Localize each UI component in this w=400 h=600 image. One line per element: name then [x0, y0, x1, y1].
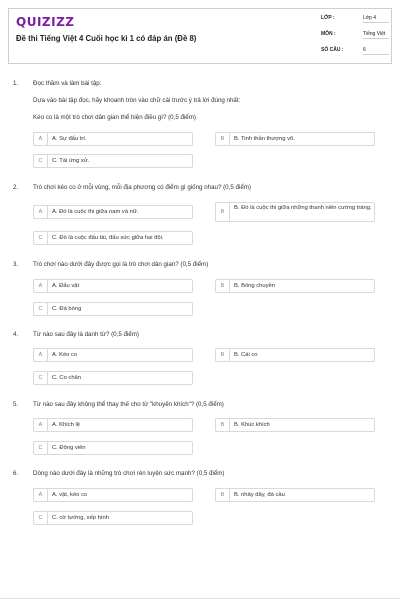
meta-label: LỚP : — [321, 15, 335, 21]
answer-option-b[interactable] — [215, 418, 375, 432]
option-text: A. Kéo co — [52, 352, 78, 358]
question-number: 6. — [13, 470, 19, 477]
answer-option-a[interactable] — [33, 418, 193, 432]
answer-option-c[interactable] — [33, 154, 193, 168]
option-text: B. nhảy dây, đá cầu — [234, 492, 285, 498]
option-letter: C — [34, 303, 48, 315]
meta-label: SỐ CÂU : — [321, 47, 344, 53]
option-text: B. Đó là cuộc thi giữa những thanh niên cường tráng. — [234, 205, 372, 211]
meta-divider — [363, 54, 389, 55]
meta-row-class — [321, 11, 393, 24]
option-letter: A — [34, 419, 48, 431]
meta-value: Tiếng Việt — [363, 31, 386, 37]
question-text: Từ nào sau đây không thể thay thế cho từ "khuyến khích"? (0,5 điểm) — [33, 401, 224, 408]
meta-divider — [363, 22, 389, 23]
option-text: B. Khúc khích — [234, 422, 270, 428]
option-letter: B — [216, 280, 230, 292]
option-text: A. Sự đấu trí. — [52, 136, 87, 142]
answer-option-c[interactable] — [33, 511, 193, 525]
option-letter: B — [216, 203, 230, 221]
meta-label: MÔN : — [321, 31, 336, 37]
option-text: A. Đó là cuộc thi giữa nam và nữ. — [52, 209, 139, 215]
answer-option-c[interactable] — [33, 231, 193, 245]
option-letter: B — [216, 489, 230, 501]
question-text: Dựa vào bài tập đọc, hãy khoanh tròn vào chữ cái trước ý trả lời đúng nhất: — [33, 97, 241, 104]
option-text: B. Tinh thần thượng võ. — [234, 136, 295, 142]
question-number: 1. — [13, 80, 19, 87]
question-number: 2. — [13, 184, 19, 191]
answer-option-b[interactable] — [215, 279, 375, 293]
option-letter: C — [34, 442, 48, 454]
answer-option-c[interactable] — [33, 302, 193, 316]
worksheet-header — [8, 8, 392, 64]
option-letter: A — [34, 349, 48, 361]
option-letter: A — [34, 133, 48, 145]
answer-option-c[interactable] — [33, 371, 193, 385]
question-text: Trò chơi nào dưới đây được gọi là trò chơi dân gian? (0,5 điểm) — [33, 261, 209, 268]
option-text: C. Động viên — [52, 445, 86, 451]
answer-option-c[interactable] — [33, 441, 193, 455]
question-text: Đọc thầm và làm bài tập: — [33, 80, 102, 87]
quizizz-logo: QUIZIZZ — [16, 15, 75, 29]
answer-option-b[interactable] — [215, 348, 375, 362]
question-number: 5. — [13, 401, 19, 408]
answer-option-a[interactable] — [33, 279, 193, 293]
page-bottom-divider — [0, 598, 400, 599]
question-text: Trò chơi kéo co ở mỗi vùng, mỗi địa phương có điểm gì giống nhau? (0,5 điểm) — [33, 184, 251, 191]
answer-option-a[interactable] — [33, 488, 193, 502]
question-text: Kéo co là một trò chơi dân gian thể hiện điều gì? (0,5 điểm) — [33, 114, 196, 121]
option-text: C. Đá bóng — [52, 306, 82, 312]
option-letter: C — [34, 512, 48, 524]
option-letter: C — [34, 232, 48, 244]
option-text: C. Co chân — [52, 375, 81, 381]
option-letter: B — [216, 419, 230, 431]
option-text: C. Đó là cuộc đấu tài, đấu sức giữa hai đội. — [52, 235, 164, 241]
option-text: C. Tài ứng xử. — [52, 158, 90, 164]
option-text: B. Cái co — [234, 352, 258, 358]
answer-option-a[interactable] — [33, 132, 193, 146]
answer-option-b[interactable] — [215, 202, 375, 222]
option-letter: A — [34, 280, 48, 292]
option-text: A. Đấu vật — [52, 283, 80, 289]
meta-row-count — [321, 43, 393, 56]
option-letter: C — [34, 372, 48, 384]
option-letter: B — [216, 133, 230, 145]
answer-option-a[interactable] — [33, 205, 193, 219]
answer-option-b[interactable] — [215, 132, 375, 146]
answer-option-b[interactable] — [215, 488, 375, 502]
meta-row-subject — [321, 27, 393, 40]
question-number: 4. — [13, 331, 19, 338]
option-text: C. cờ tướng, xếp hình — [52, 515, 109, 521]
option-letter: C — [34, 155, 48, 167]
worksheet-meta — [321, 9, 393, 63]
option-letter: A — [34, 206, 48, 218]
question-text: Từ nào sau đây là danh từ? (0,5 điểm) — [33, 331, 139, 338]
option-text: A. vật, kéo co — [52, 492, 88, 498]
option-text: A. Khích lệ — [52, 422, 81, 428]
worksheet-title: Đề thi Tiếng Việt 4 Cuối học kì 1 có đáp án (Đề 8) — [16, 34, 197, 43]
meta-value: Lớp 4 — [363, 15, 377, 21]
question-number: 3. — [13, 261, 19, 268]
answer-option-a[interactable] — [33, 348, 193, 362]
meta-value: 6 — [363, 47, 366, 53]
option-letter: A — [34, 489, 48, 501]
option-text: B. Bóng chuyền — [234, 283, 275, 289]
question-text: Dòng nào dưới đây là những trò chơi rèn luyện sức mạnh? (0,5 điểm) — [33, 470, 225, 477]
meta-divider — [363, 38, 389, 39]
option-letter: B — [216, 349, 230, 361]
